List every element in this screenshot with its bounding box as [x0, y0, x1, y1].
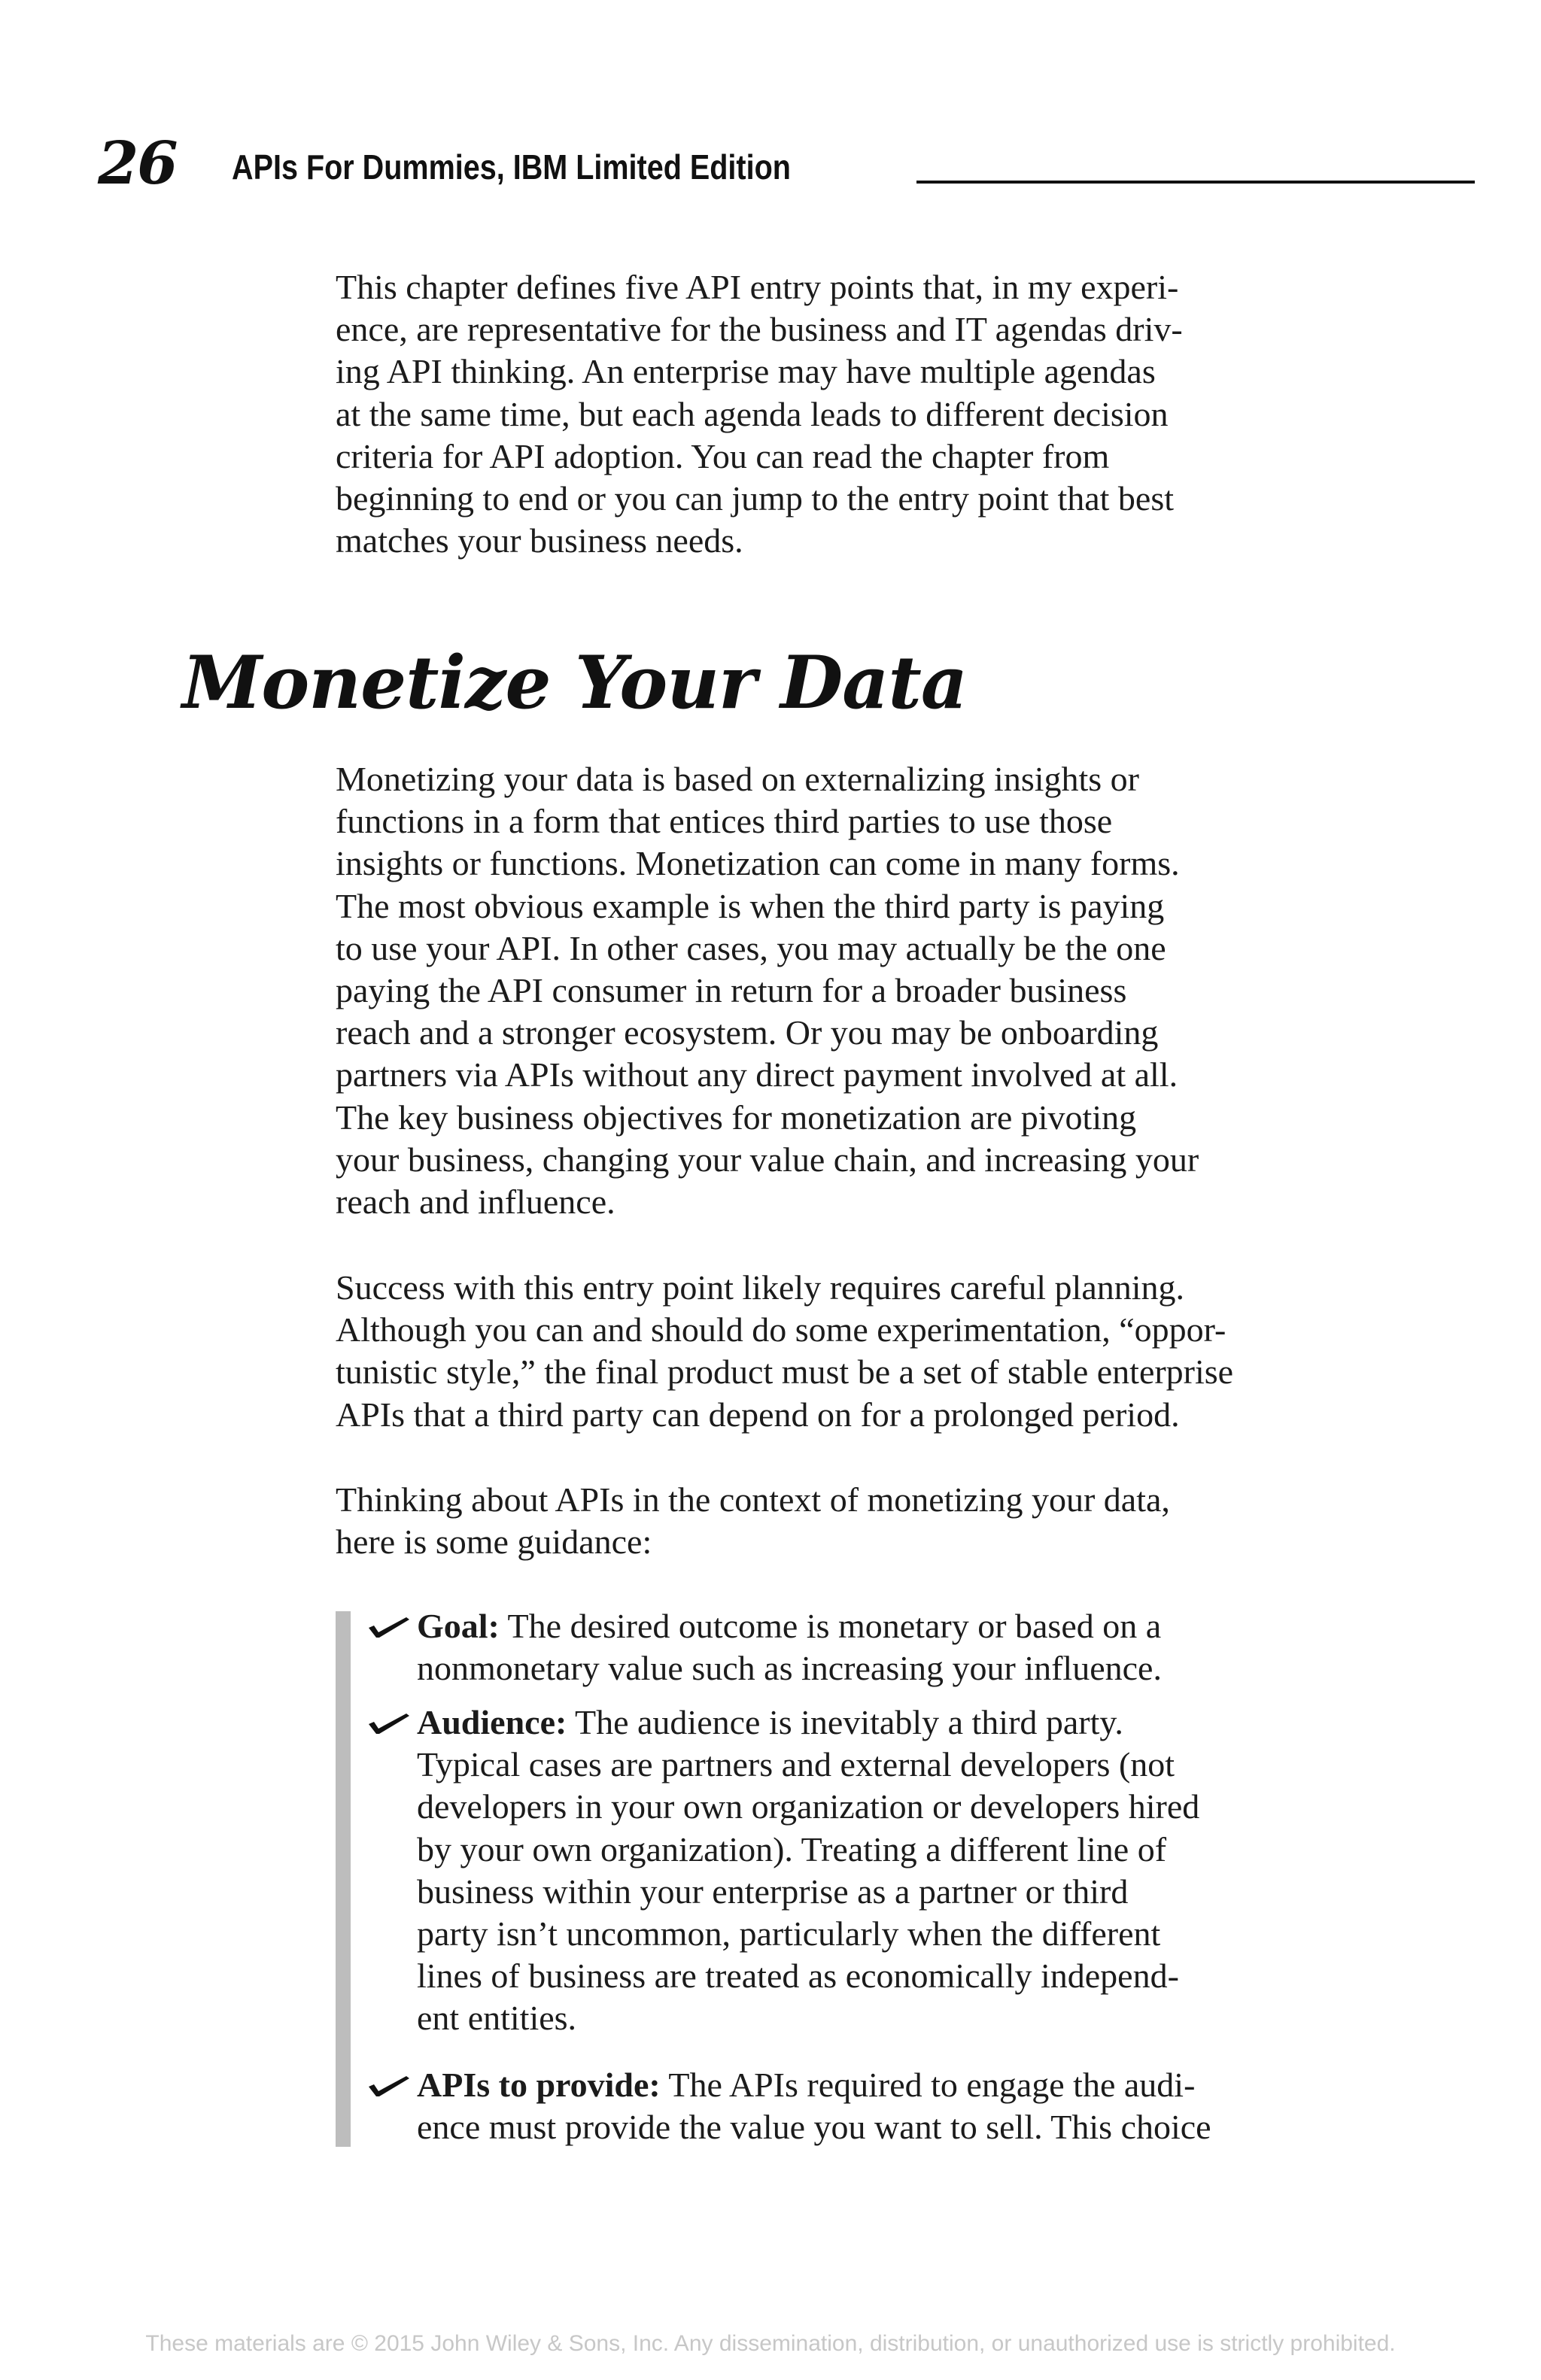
text-line: ing API thinking. An enterprise may have multiple agendas — [336, 352, 1156, 391]
text-line: paying the API consumer in return for a broader business — [336, 971, 1127, 1010]
monetize-paragraph-1 — [336, 758, 1381, 1223]
text-line: partners via APIs without any direct payment involved at all. — [336, 1055, 1178, 1094]
text-line: The key business objectives for monetization are pivoting — [336, 1097, 1137, 1137]
text-line: APIs that a third party can depend on for a prolonged period. — [336, 1395, 1180, 1434]
text-line: here is some guidance: — [336, 1522, 652, 1562]
text-line: business within your enterprise as a partner or third — [417, 1872, 1129, 1911]
page-number: 26 — [98, 129, 177, 198]
book-title: APIs For Dummies, IBM Limited Edition — [232, 147, 791, 187]
bullet-list-sidebar — [336, 1611, 351, 2147]
bullet-term: APIs to provide: — [417, 2066, 661, 2104]
text-line: to use your API. In other cases, you may actually be the one — [336, 928, 1166, 967]
list-item-text — [417, 1605, 1388, 1689]
text-line: ence, are representative for the business and IT agendas driv- — [336, 310, 1183, 349]
text-line: Success with this entry point likely requires careful planning. — [336, 1268, 1185, 1307]
text-line: Thinking about APIs in the context of monetizing your data, — [336, 1480, 1170, 1519]
monetize-paragraph-2 — [336, 1267, 1381, 1436]
text-line: This chapter defines five API entry points that, in my experi- — [336, 268, 1179, 306]
text-line: Monetizing your data is based on externalizing insights or — [336, 760, 1139, 798]
text-line: The most obvious example is when the third party is paying — [336, 886, 1165, 925]
check-icon — [367, 2075, 411, 2097]
copyright-footer: These materials are © 2015 John Wiley & Sons, Inc. Any dissemination, distribution, or unauthorized use is strictly prohibited. — [145, 2331, 1396, 2356]
text-line: ence must provide the value you want to sell. This choice — [417, 2108, 1211, 2147]
text-line: nonmonetary value such as increasing your influence. — [417, 1649, 1162, 1688]
check-icon — [367, 1616, 411, 1638]
header-rule — [916, 181, 1475, 184]
text-line: reach and influence. — [336, 1182, 615, 1222]
text-line: Although you can and should do some experimentation, “oppor- — [336, 1310, 1226, 1349]
running-head — [98, 129, 1377, 198]
intro-paragraph — [336, 266, 1381, 562]
text-line: tunistic style,” the final product must be a set of stable enterprise — [336, 1352, 1234, 1392]
list-item-text — [417, 2064, 1388, 2148]
text-line: party isn’t uncommon, particularly when the different — [417, 1914, 1161, 1953]
text-line: functions in a form that entices third parties to use those — [336, 802, 1113, 841]
section-heading: Monetize Your Data — [182, 640, 968, 725]
text-line: at the same time, but each agenda leads to different decision — [336, 394, 1169, 433]
text-line: your business, changing your value chain, and increasing your — [336, 1140, 1199, 1179]
text-line: developers in your own organization or developers hired — [417, 1787, 1200, 1826]
bullet-first-line: The audience is inevitably a third party. — [567, 1703, 1123, 1741]
check-icon — [367, 1712, 411, 1735]
text-line: lines of business are treated as economically independ- — [417, 1957, 1179, 1996]
list-item-text — [417, 1702, 1388, 2040]
text-line: reach and a stronger ecosystem. Or you may be onboarding — [336, 1013, 1159, 1052]
text-line: matches your business needs. — [336, 521, 743, 560]
text-line: ent entities. — [417, 1999, 577, 2038]
bullet-first-line: The APIs required to engage the audi- — [660, 2066, 1196, 2104]
text-line: Typical cases are partners and external developers (not — [417, 1745, 1175, 1784]
text-line: by your own organization). Treating a different line of — [417, 1829, 1167, 1868]
bullet-term: Goal: — [417, 1607, 500, 1645]
text-line: beginning to end or you can jump to the entry point that best — [336, 479, 1175, 518]
bullet-term: Audience: — [417, 1703, 567, 1741]
monetize-paragraph-3 — [336, 1479, 1381, 1563]
bullet-first-line: The desired outcome is monetary or based on a — [499, 1607, 1162, 1645]
text-line: criteria for API adoption. You can read the chapter from — [336, 436, 1110, 475]
text-line: insights or functions. Monetization can come in many forms. — [336, 844, 1180, 883]
